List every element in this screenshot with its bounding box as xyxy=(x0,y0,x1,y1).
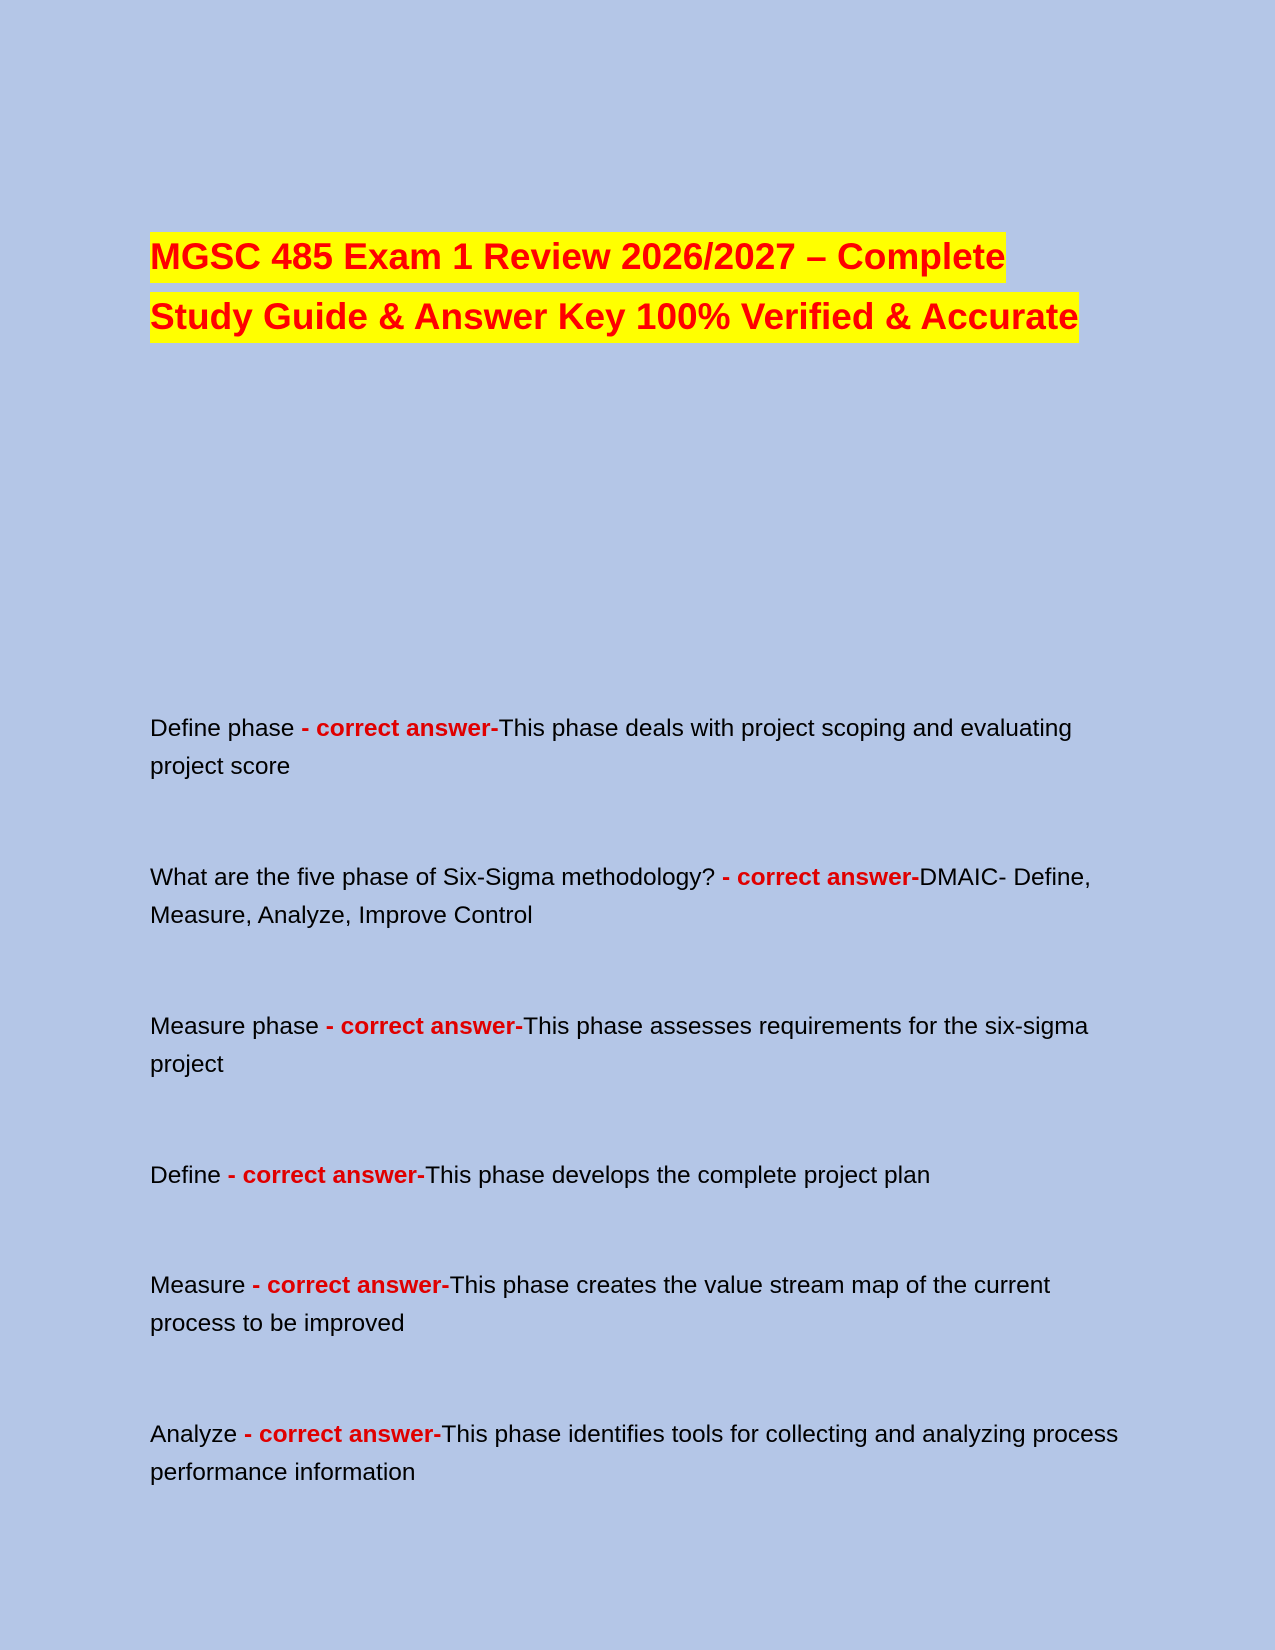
flashcard-item xyxy=(150,859,1130,935)
flashcard-item xyxy=(150,1416,1130,1492)
card-term: Measure xyxy=(150,1272,246,1299)
answer-separator: - correct answer- xyxy=(715,864,920,891)
card-term: What are the five phase of Six-Sigma methodology? xyxy=(150,864,716,891)
card-term: Analyze xyxy=(150,1421,238,1448)
card-term: Measure phase xyxy=(150,1013,319,1040)
answer-separator: - correct answer- xyxy=(245,1272,450,1299)
answer-separator: - correct answer- xyxy=(318,1013,524,1040)
card-term: Define xyxy=(150,1162,221,1189)
card-definition: This phase deals with project scoping and evaluating project score xyxy=(150,715,1073,780)
card-definition: This phase assesses requirements for the six-sigma project xyxy=(150,1013,1089,1078)
card-definition: This phase identifies tools for collecting and analyzing process performance information xyxy=(150,1421,1119,1486)
card-definition: This phase creates the value stream map of the current process to be improved xyxy=(150,1272,1051,1337)
answer-separator: - correct answer- xyxy=(294,715,499,742)
answer-separator: - correct answer- xyxy=(220,1162,426,1189)
flashcard-item xyxy=(150,1157,1130,1195)
title-text: MGSC 485 Exam 1 Review 2026/2027 – Complete Study Guide & Answer Key 100% Verified & Accurate xyxy=(150,232,1079,343)
card-definition: This phase develops the complete project plan xyxy=(425,1162,931,1189)
answer-separator: - correct answer- xyxy=(237,1421,442,1448)
card-definition: DMAIC- Define, Measure, Analyze, Improve Control xyxy=(150,864,1091,929)
flashcard-item xyxy=(150,710,1130,786)
flashcard-item xyxy=(150,1008,1130,1084)
flashcard-item xyxy=(150,1267,1130,1343)
card-term: Define phase xyxy=(150,715,295,742)
document-title xyxy=(150,227,1110,347)
